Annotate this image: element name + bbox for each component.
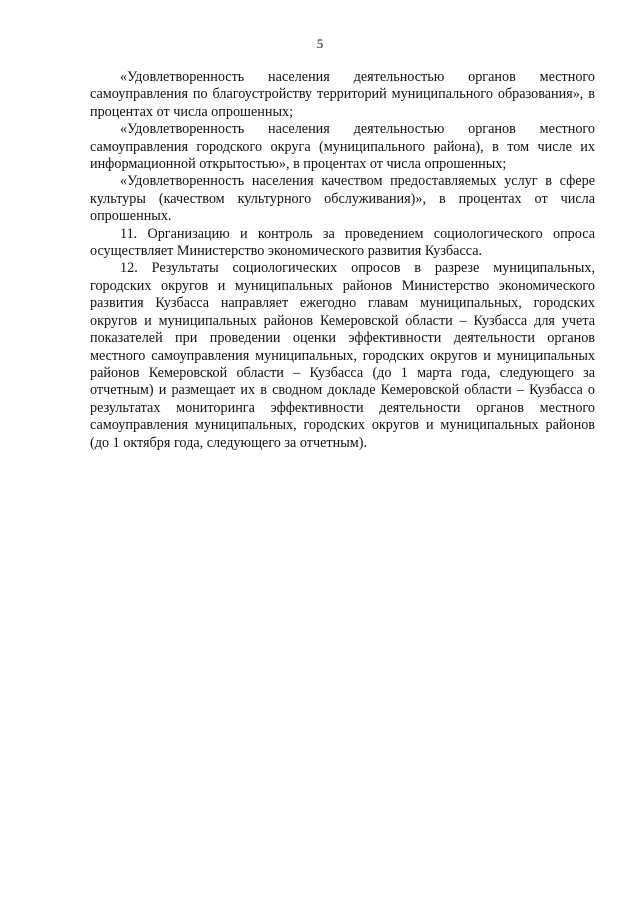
page-number: 5 <box>316 36 324 51</box>
paragraph-openness-satisfaction: «Удовлетворенность населения деятельностью органов местного самоуправления городского округа (муниципального района), в том числе их информационной открытостью», в процентах от числа опрошенных; <box>90 121 595 173</box>
paragraph-culture-satisfaction: «Удовлетворенность населения качеством предоставляемых услуг в сфере культуры (качеством культурного обслуживания)», в процентах от числа опрошенных. <box>90 173 595 225</box>
paragraph-item-12: 12. Результаты социологических опросов в разрезе муниципальных, городских округов и муниципальных районов Министерство экономического развития Кузбасса направляет ежегодно главам муниципальных, городских округов и муниципальных районов Кемеровской области – Кузбасса для учета показателей при проведении оценки эффективности деятельности органов местного самоуправления муниципальных, городских округов и муниципальных районов Кемеровской области – Кузбасса (до 1 марта года, следующего за отчетным) и размещает их в сводном докладе Кемеровской области – Кузбасса о результатах мониторинга эффективности деятельности органов местного самоуправления муниципальных, городских округов и муниципальных районов (до 1 октября года, следующего за отчетным). <box>90 260 595 451</box>
document-body <box>90 69 595 452</box>
paragraph-item-11: 11. Организацию и контроль за проведением социологического опроса осуществляет Министерство экономического развития Кузбасса. <box>90 225 595 260</box>
paragraph-improvement-satisfaction: «Удовлетворенность населения деятельностью органов местного самоуправления по благоустройству территорий муниципального образования», в процентах от числа опрошенных; <box>90 69 595 120</box>
